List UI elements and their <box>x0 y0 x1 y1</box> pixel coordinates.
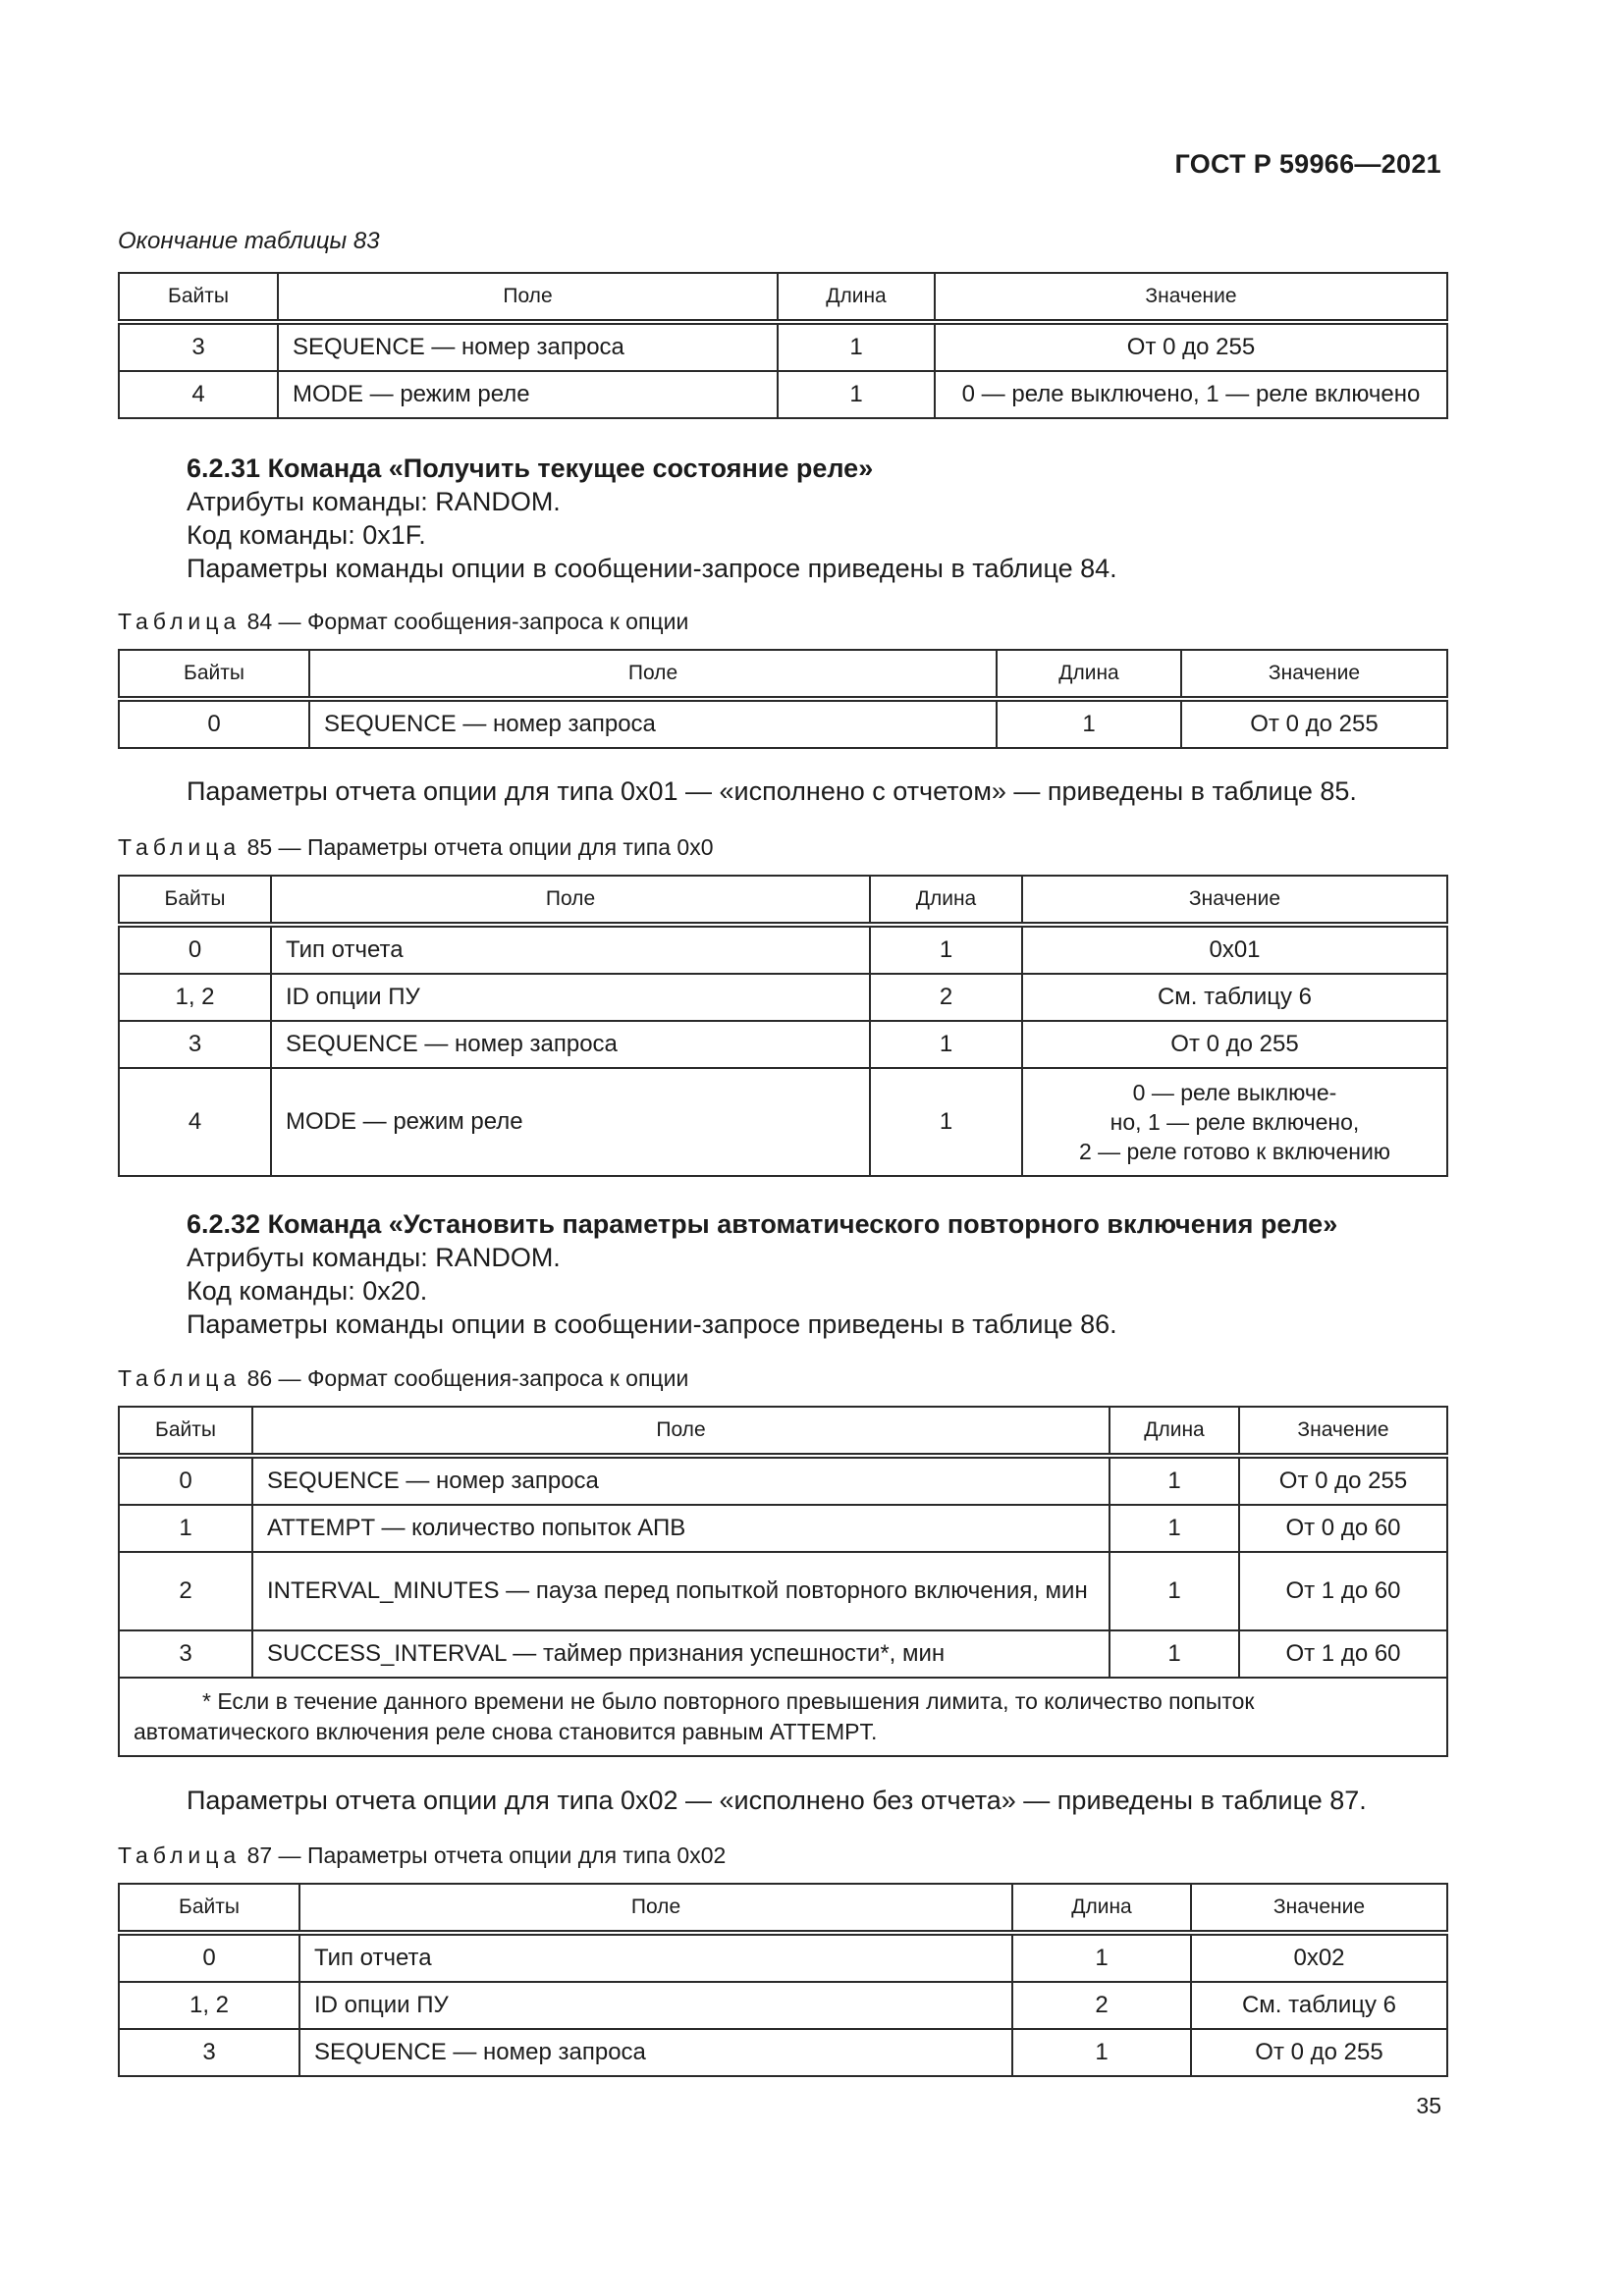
command-params-text: Параметры команды опции в сообщении-запросе приведены в таблице 84. <box>187 554 1117 583</box>
section-heading: 6.2.31 Команда «Получить текущее состояние реле» <box>187 454 874 483</box>
table-header-row <box>119 1407 1447 1456</box>
command-code: Код команды: 0x1F. <box>187 520 426 550</box>
bytes-cell: 3 <box>119 1021 271 1068</box>
table-row <box>119 322 1447 371</box>
table-footnote-row <box>119 1678 1447 1756</box>
field-cell: Тип отчета <box>299 1933 1012 1982</box>
header-cell: Значение <box>1022 876 1447 925</box>
value-cell: От 0 до 255 <box>1191 2029 1447 2076</box>
command-attributes: Атрибуты команды: RANDOM. <box>187 1243 561 1272</box>
table-row <box>119 1630 1447 1678</box>
length-cell: 1 <box>1012 2029 1191 2076</box>
table-87 <box>118 1883 1448 2077</box>
field-cell: SEQUENCE — номер запроса <box>252 1456 1110 1505</box>
header-cell: Длина <box>1110 1407 1239 1456</box>
command-attributes: Атрибуты команды: RANDOM. <box>187 487 561 516</box>
table-86 <box>118 1406 1448 1757</box>
header-cell: Значение <box>1181 650 1447 699</box>
length-cell: 2 <box>870 974 1022 1021</box>
section-heading: 6.2.32 Команда «Установить параметры автоматического повторного включения реле» <box>187 1209 1338 1239</box>
field-cell: SEQUENCE — номер запроса <box>278 322 778 371</box>
length-cell: 1 <box>870 1021 1022 1068</box>
table-84 <box>118 649 1448 749</box>
section-6-2-31 <box>187 452 1117 585</box>
header-cell: Длина <box>1012 1884 1191 1933</box>
length-cell: 1 <box>778 322 935 371</box>
header-cell: Длина <box>870 876 1022 925</box>
value-line: но, 1 — реле включено, <box>1110 1109 1360 1135</box>
header-cell: Поле <box>271 876 870 925</box>
bytes-cell: 3 <box>119 1630 252 1678</box>
length-cell: 1 <box>778 371 935 418</box>
value-cell: От 0 до 255 <box>1181 699 1447 748</box>
value-cell: 0x02 <box>1191 1933 1447 1982</box>
field-cell: SEQUENCE — номер запроса <box>299 2029 1012 2076</box>
header-cell: Длина <box>997 650 1181 699</box>
table-85-caption <box>118 834 714 861</box>
bytes-cell: 0 <box>119 1933 299 1982</box>
bytes-cell: 2 <box>119 1552 252 1630</box>
field-cell: SUCCESS_INTERVAL — таймер признания успешности*, мин <box>252 1630 1110 1678</box>
caption-text: 84 — Формат сообщения-запроса к опции <box>246 609 689 634</box>
length-cell: 1 <box>870 925 1022 974</box>
table-87-intro: Параметры отчета опции для типа 0x02 — «исполнено без отчета» — приведены в таблице 87. <box>187 1786 1367 1815</box>
table-row <box>119 925 1447 974</box>
field-cell: ID опции ПУ <box>299 1982 1012 2029</box>
caption-word: Таблица <box>118 1365 242 1391</box>
length-cell: 1 <box>997 699 1181 748</box>
field-cell: MODE — режим реле <box>278 371 778 418</box>
caption-word: Таблица <box>118 609 242 634</box>
table-row <box>119 1505 1447 1552</box>
value-cell: 0x01 <box>1022 925 1447 974</box>
bytes-cell: 3 <box>119 322 278 371</box>
table-87-caption <box>118 1842 726 1869</box>
value-cell <box>1022 1068 1447 1176</box>
table-row <box>119 1021 1447 1068</box>
value-cell: См. таблицу 6 <box>1022 974 1447 1021</box>
table-row <box>119 974 1447 1021</box>
value-cell: От 1 до 60 <box>1239 1552 1447 1630</box>
header-cell: Байты <box>119 876 271 925</box>
value-cell: От 1 до 60 <box>1239 1630 1447 1678</box>
table-footnote: * Если в течение данного времени не было повторного превышения лимита, то количество попыток автоматического включения реле снова становится равным ATTEMPT. <box>119 1678 1447 1756</box>
caption-text: 87 — Параметры отчета опции для типа 0x02 <box>246 1842 727 1868</box>
bytes-cell: 3 <box>119 2029 299 2076</box>
caption-word: Таблица <box>118 834 242 860</box>
bytes-cell: 1, 2 <box>119 974 271 1021</box>
header-cell: Значение <box>1191 1884 1447 1933</box>
header-cell: Значение <box>1239 1407 1447 1456</box>
length-cell: 1 <box>1110 1552 1239 1630</box>
length-cell: 1 <box>870 1068 1022 1176</box>
caption-text: 86 — Формат сообщения-запроса к опции <box>246 1365 689 1391</box>
field-cell: MODE — режим реле <box>271 1068 870 1176</box>
header-cell: Байты <box>119 273 278 322</box>
command-params-text: Параметры команды опции в сообщении-запросе приведены в таблице 86. <box>187 1309 1117 1339</box>
section-6-2-32 <box>187 1207 1337 1341</box>
field-cell: ATTEMPT — количество попыток АПВ <box>252 1505 1110 1552</box>
table-83 <box>118 272 1448 419</box>
value-cell: От 0 до 60 <box>1239 1505 1447 1552</box>
document-standard-header: ГОСТ Р 59966—2021 <box>1174 149 1441 179</box>
table-continuation-label: Окончание таблицы 83 <box>118 228 380 254</box>
header-cell: Поле <box>299 1884 1012 1933</box>
table-row <box>119 1456 1447 1505</box>
caption-text: 85 — Параметры отчета опции для типа 0x0 <box>246 834 714 860</box>
table-header-row <box>119 650 1447 699</box>
field-cell: INTERVAL_MINUTES — пауза перед попыткой повторного включения, мин <box>252 1552 1110 1630</box>
table-86-caption <box>118 1365 688 1392</box>
length-cell: 1 <box>1012 1933 1191 1982</box>
value-line: 0 — реле выключе- <box>1132 1080 1337 1105</box>
table-header-row <box>119 273 1447 322</box>
bytes-cell: 0 <box>119 925 271 974</box>
length-cell: 2 <box>1012 1982 1191 2029</box>
table-row <box>119 1068 1447 1176</box>
page-number: 35 <box>1416 2093 1441 2118</box>
caption-word: Таблица <box>118 1842 242 1868</box>
field-cell: SEQUENCE — номер запроса <box>309 699 997 748</box>
command-code: Код команды: 0x20. <box>187 1276 428 1306</box>
value-cell: См. таблицу 6 <box>1191 1982 1447 2029</box>
length-cell: 1 <box>1110 1505 1239 1552</box>
value-cell: От 0 до 255 <box>1022 1021 1447 1068</box>
header-cell: Значение <box>935 273 1447 322</box>
value-line: 2 — реле готово к включению <box>1078 1139 1391 1164</box>
field-cell: ID опции ПУ <box>271 974 870 1021</box>
bytes-cell: 0 <box>119 1456 252 1505</box>
header-cell: Байты <box>119 1884 299 1933</box>
length-cell: 1 <box>1110 1630 1239 1678</box>
table-row <box>119 1982 1447 2029</box>
bytes-cell: 0 <box>119 699 309 748</box>
value-cell: От 0 до 255 <box>935 322 1447 371</box>
table-85-intro: Параметры отчета опции для типа 0x01 — «исполнено с отчетом» — приведены в таблице 85. <box>187 776 1357 806</box>
header-cell: Поле <box>252 1407 1110 1456</box>
bytes-cell: 1, 2 <box>119 1982 299 2029</box>
table-header-row <box>119 876 1447 925</box>
table-row <box>119 371 1447 418</box>
table-row <box>119 1933 1447 1982</box>
table-row <box>119 1552 1447 1630</box>
table-85 <box>118 875 1448 1177</box>
value-cell: От 0 до 255 <box>1239 1456 1447 1505</box>
header-cell: Байты <box>119 1407 252 1456</box>
table-84-caption <box>118 609 688 635</box>
bytes-cell: 4 <box>119 1068 271 1176</box>
header-cell: Поле <box>278 273 778 322</box>
value-cell: 0 — реле выключено, 1 — реле включено <box>935 371 1447 418</box>
length-cell: 1 <box>1110 1456 1239 1505</box>
table-row <box>119 699 1447 748</box>
header-cell: Поле <box>309 650 997 699</box>
bytes-cell: 1 <box>119 1505 252 1552</box>
header-cell: Байты <box>119 650 309 699</box>
field-cell: Тип отчета <box>271 925 870 974</box>
header-cell: Длина <box>778 273 935 322</box>
field-cell: SEQUENCE — номер запроса <box>271 1021 870 1068</box>
table-header-row <box>119 1884 1447 1933</box>
bytes-cell: 4 <box>119 371 278 418</box>
table-row <box>119 2029 1447 2076</box>
